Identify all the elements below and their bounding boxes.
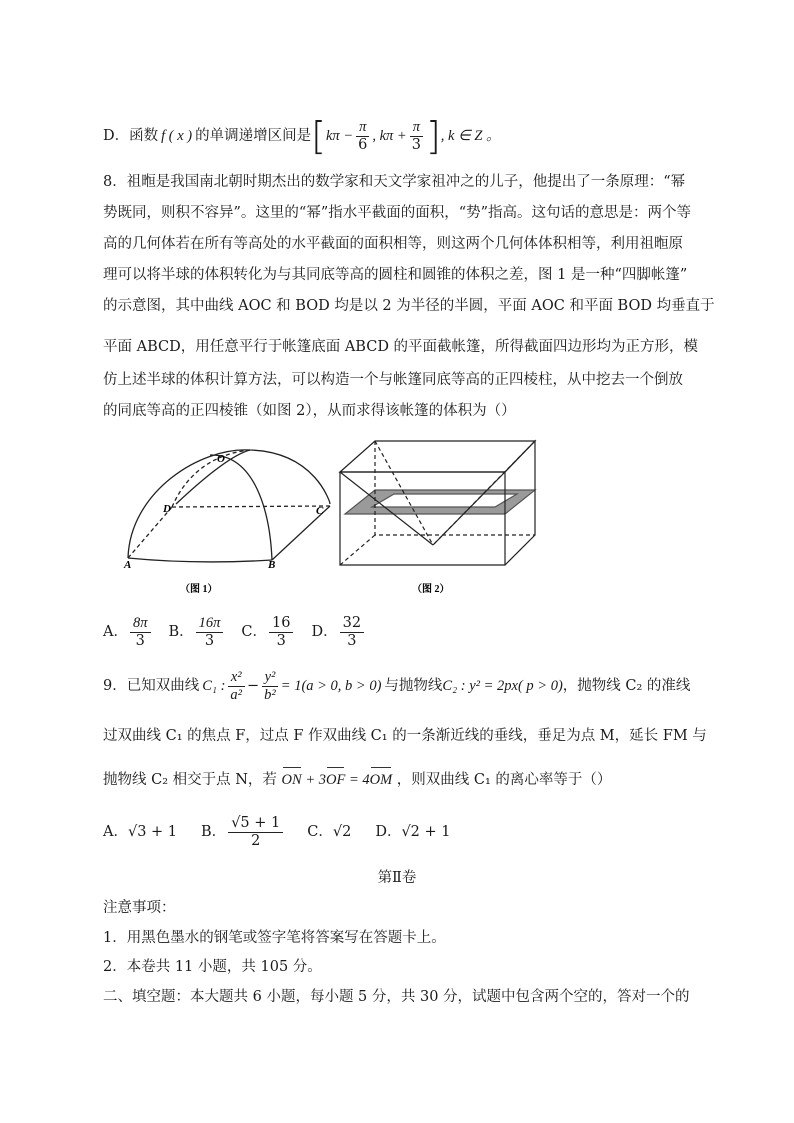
q8-opt-b-den: 3 xyxy=(204,632,215,649)
q8-options xyxy=(103,610,366,654)
q8-line-4: 理可以将半球的体积转化为与其同底等高的圆柱和圆锥的体积之差，图 1 是一种“四脚帐篷” xyxy=(103,267,688,283)
q9-vec-on: ON xyxy=(281,772,302,788)
q9-options xyxy=(103,810,451,854)
q8-opt-c-num: 16 xyxy=(269,615,293,633)
q7d-a-k: kπ − xyxy=(325,128,354,144)
q8-opt-d-den: 3 xyxy=(347,632,357,649)
q7d-b-k: , kπ + xyxy=(372,128,407,144)
q9-l1-x: x² xyxy=(228,669,245,687)
part2-item-1: 1．用黑色墨水的钢笔或签字笔将答案写在答题卡上。 xyxy=(103,930,446,946)
q8-opt-c-frac xyxy=(269,615,293,650)
q8-figures xyxy=(110,432,580,602)
q9-opt-c: C．√2 xyxy=(307,824,352,840)
q8-opt-d-frac xyxy=(340,615,364,650)
part2-title: 第Ⅱ卷 xyxy=(377,870,417,886)
q8-opt-c-den: 3 xyxy=(276,632,286,649)
q9-l3-a: 抛物线 C₂ 相交于点 N，若 xyxy=(103,772,277,788)
q8-opt-a-den: 3 xyxy=(135,632,145,649)
q9-l3-b: ，则双曲线 C₁ 的离心率等于（） xyxy=(396,772,612,788)
q9-l1-b2: b² xyxy=(264,686,276,703)
q7d-a-num: π xyxy=(356,119,369,137)
q8-opt-a-num: 8π xyxy=(130,615,151,633)
q9-line-1 xyxy=(103,664,690,708)
figure-1-tent xyxy=(128,450,330,562)
q7d-b-frac xyxy=(409,119,424,154)
fig1-label-d: D xyxy=(163,503,171,515)
q9-l1-c2: C₂ : y² = 2px( p > 0) xyxy=(442,678,563,694)
q7d-left-bracket: [ xyxy=(311,114,326,158)
part2-item-3: 二、填空题：本大题共 6 小题，每小题 5 分，共 30 分，试题中包含两个空的，答对一个的 xyxy=(103,989,690,1005)
q9-l1-a: 9．已知双曲线 xyxy=(103,678,200,694)
fig1-label-a: A xyxy=(124,559,132,571)
q8-line-7: 仿上述半球的体积计算方法，可以构造一个与帐篷同底等高的正四棱柱，从中挖去一个倒放 xyxy=(103,372,683,388)
q9-l1-yfrac xyxy=(261,669,279,704)
q8-line-2: 势既同，则积不容异”。这里的“幂”指水平截面的面积，“势”指高。这句话的意思是：两个等 xyxy=(103,205,692,221)
q8-line-5: 的示意图，其中曲线 AOC 和 BOD 均是以 2 为半径的半圆，平面 AOC 和平面 BOD 均垂直于 xyxy=(103,298,715,314)
q9-l1-a2: a² xyxy=(230,686,243,703)
q7d-func: f ( x ) xyxy=(161,128,193,144)
q9-opt-b-den: 2 xyxy=(251,832,261,849)
q9-line-3 xyxy=(103,770,611,790)
q7d-a-frac xyxy=(355,119,370,154)
q7d-right-bracket: ] xyxy=(425,114,441,158)
fig1-caption: （图 1） xyxy=(180,584,218,595)
q9-opt-b-letter: B． xyxy=(201,824,227,840)
q9-l3-plus: + 3 xyxy=(301,772,326,788)
fig1-label-c: C xyxy=(316,505,324,517)
q7-option-d xyxy=(103,116,501,156)
q9-opt-a: A．√3 + 1 xyxy=(103,824,178,840)
q7d-mid: 的单调递增区间是 xyxy=(195,128,312,144)
fig1-label-b: B xyxy=(268,559,276,571)
q9-l1-c1: C₁ : xyxy=(202,678,226,694)
q8-line-1: 8．祖暅是我国南北朝时期杰出的数学家和天文学家祖冲之的儿子，他提出了一条原理：“幂 xyxy=(103,174,686,190)
q8-opt-d-num: 32 xyxy=(340,615,364,633)
q8-line-8: 的同底等高的正四棱锥（如图 2），从而求得该帐篷的体积为（） xyxy=(103,403,516,419)
q8-opt-b-num: 16π xyxy=(196,615,224,633)
q9-opt-b-frac xyxy=(228,815,283,850)
q8-opt-d-letter: D． xyxy=(311,624,338,640)
q8-opt-b-letter: B． xyxy=(168,624,194,640)
q9-vec-om: OM xyxy=(369,772,393,788)
q9-vec-of: OF xyxy=(325,772,346,788)
q8-opt-a-letter: A． xyxy=(103,624,128,640)
q7d-prefix: D．函数 xyxy=(103,128,159,144)
q9-l3-eq: = 4 xyxy=(345,772,370,788)
q7d-a-den: 6 xyxy=(358,136,368,153)
q9-opt-b-num: √5 + 1 xyxy=(228,815,283,833)
part2-item-2: 2．本卷共 11 小题，共 105 分。 xyxy=(103,959,322,975)
q8-opt-a-frac xyxy=(130,615,151,650)
q9-l1-eq: = 1(a > 0, b > 0) xyxy=(280,678,382,694)
q9-l1-minus: − xyxy=(247,678,260,694)
q7d-b-num: π xyxy=(410,119,423,137)
q9-l1-b: 与抛物线 xyxy=(384,678,443,694)
fig2-caption: （图 2） xyxy=(412,584,450,595)
q9-l1-xfrac xyxy=(227,669,245,704)
part2-notice: 注意事项： xyxy=(103,900,176,916)
q8-line-3: 高的几何体若在所有等高处的水平截面的面积相等，则这两个几何体体积相等，利用祖暅原 xyxy=(103,236,683,252)
q9-l1-y: y² xyxy=(262,669,279,687)
q8-line-6: 平面 ABCD，用任意平行于帐篷底面 ABCD 的平面截帐篷，所得截面四边形均为正方形，模 xyxy=(103,339,699,355)
q9-l1-c: ，抛物线 C₂ 的准线 xyxy=(562,678,691,694)
figure-2-prism xyxy=(340,441,535,565)
q8-opt-c-letter: C． xyxy=(241,624,268,640)
q9-line-2: 过双曲线 C₁ 的焦点 F，过点 F 作双曲线 C₁ 的一条渐近线的垂线，垂足为点 M，延长 FM 与 xyxy=(103,728,707,744)
fig1-label-o: O xyxy=(217,453,225,465)
q9-opt-d: D．√2 + 1 xyxy=(375,824,451,840)
q8-opt-b-frac xyxy=(196,615,224,650)
q7d-suffix: , k ∈ Z 。 xyxy=(440,128,501,144)
q7d-b-den: 3 xyxy=(411,136,421,153)
